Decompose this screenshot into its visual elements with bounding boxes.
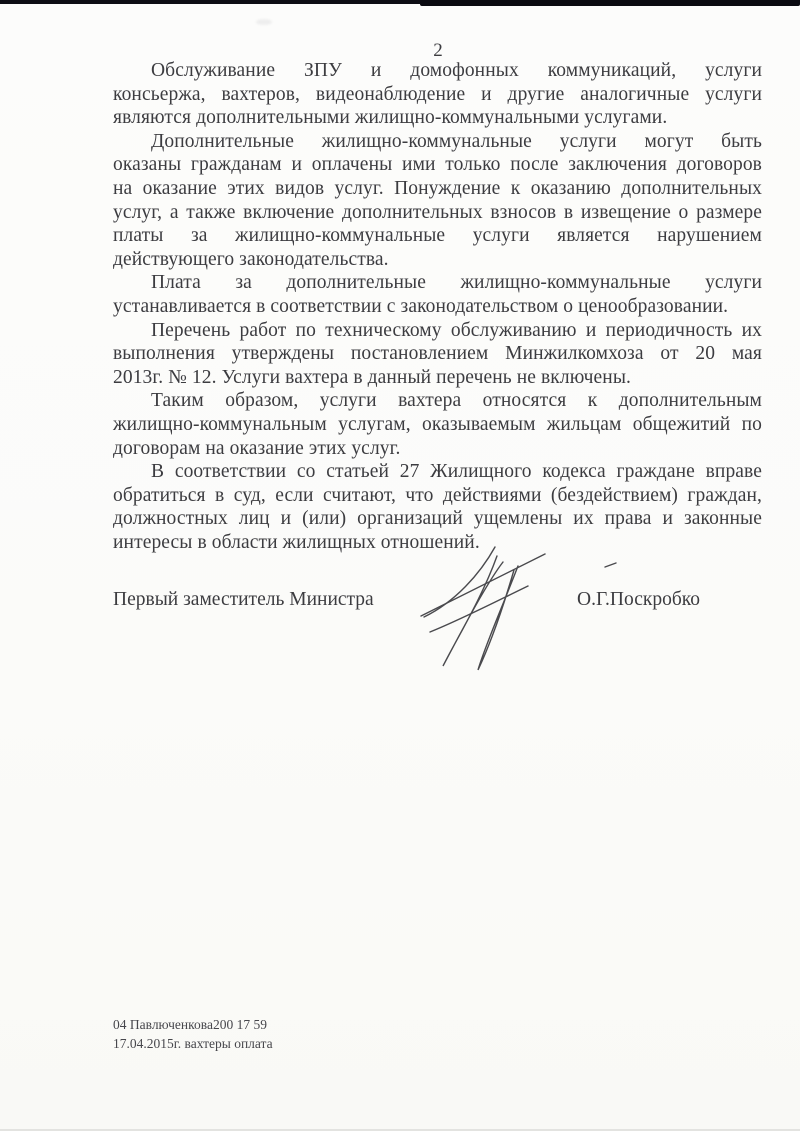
footer-reference-line: 04 Павлюченкова200 17 59 (113, 1017, 267, 1032)
scan-smudge (256, 19, 272, 25)
text-line-p4-l1: Перечень работ по техническому обслуживанию и периодичность их (151, 319, 762, 341)
scan-edge-top-artifact-thick (420, 0, 800, 6)
text-line-p2-l2: оказаны гражданам и оплачены ими только после заключения договоров (113, 154, 762, 176)
footer-date-note-line: 17.04.2015г. вахтеры оплата (113, 1035, 273, 1051)
text-line-p2-l3: на оказание этих видов услуг. Понуждение к оказанию дополнительных (113, 177, 762, 199)
text-line-p3-l2: устанавливается в соответствии с законодательством о ценообразовании. (113, 295, 729, 317)
text-line-p2-l1: Дополнительные жилищно-коммунальные услуги могут быть (151, 130, 762, 152)
text-line-p5-l3: договорам на оказание этих услуг. (113, 437, 401, 459)
signatory-name: О.Г.Поскробко (577, 589, 701, 610)
document-footer (113, 1016, 273, 1053)
signatory-title: Первый заместитель Министра (113, 589, 374, 610)
text-line-p6-l2: обратиться в суд, если считают, что действиями (бездействием) граждан, (113, 484, 762, 506)
text-line-p6-l4: интересы в области жилищных отношений. (113, 531, 480, 553)
text-line-p2-l5: платы за жилищно-коммунальные услуги является нарушением (113, 225, 762, 247)
text-line-p6-l1: В соответствии со статьей 27 Жилищного кодекса граждане вправе (151, 461, 762, 483)
text-line-p2-l6: действующего законодательства. (113, 248, 389, 270)
document-body (113, 59, 762, 554)
text-line-p1-l2: консьержа, вахтеров, видеонаблюдение и другие аналогичные услуги (113, 83, 762, 105)
text-line-p5-l2: жилищно-коммунальным услугам, оказываемым жильцам общежитий по (113, 413, 762, 435)
text-line-p3-l1: Плата за дополнительные жилищно-коммунальные услуги (151, 272, 762, 294)
text-line-p1-l3: являются дополнительными жилищно-коммунальными услугами. (113, 107, 668, 129)
text-line-p4-l2: выполнения утверждены постановлением Минжилкомхоза от 20 мая (113, 343, 762, 365)
text-line-p5-l1: Таким образом, услуги вахтера относятся к дополнительным (151, 390, 762, 412)
page-number: 2 (433, 40, 443, 61)
text-line-p4-l3: 2013г. № 12. Услуги вахтера в данный перечень не включены. (113, 366, 632, 388)
text-line-p6-l3: должностных лиц и (или) организаций ущемлены их права и законные (113, 508, 762, 530)
text-line-p1-l1: Обслуживание ЗПУ и домофонных коммуникаций, услуги (151, 60, 762, 81)
text-line-p2-l4: услуг, а также включение дополнительных взносов в извещение о размере (113, 201, 762, 223)
